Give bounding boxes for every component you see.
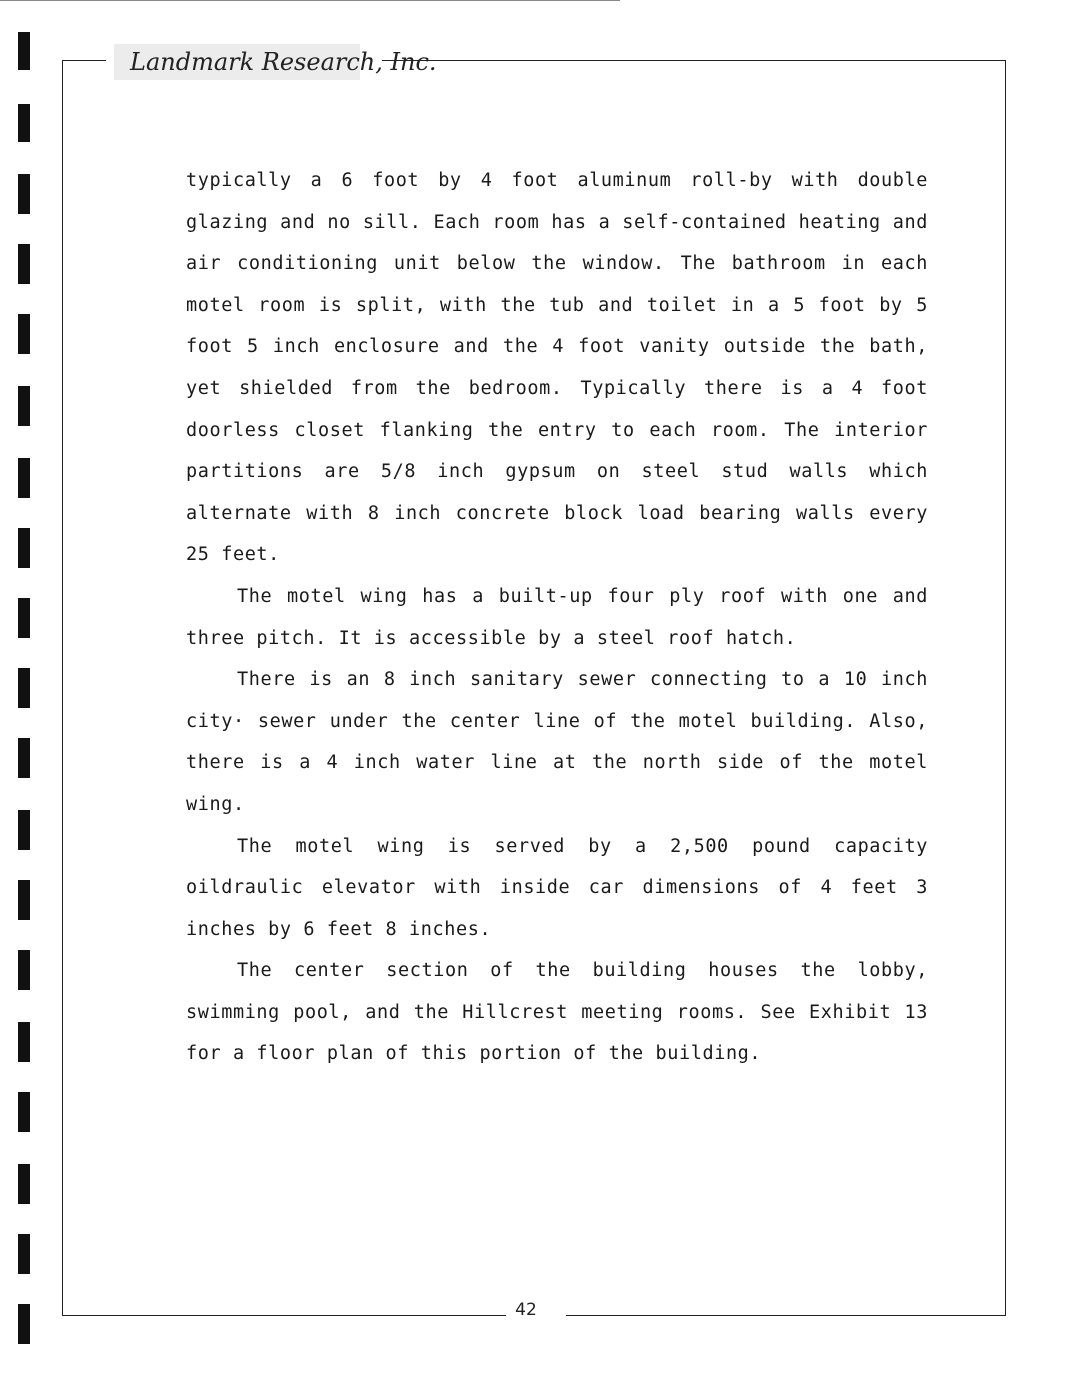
binding-marks-graphic: [0, 0, 40, 1380]
paragraph: The center section of the building houses the lobby, swimming pool, and the Hillcrest meeting rooms. See Exhibit 13 for a floor plan of this portion of the building.: [186, 960, 928, 1065]
scan-top-edge: [0, 0, 620, 1]
binding-marks: [0, 0, 40, 1380]
paragraph: There is an 8 inch sanitary sewer connecting to a 10 inch city· sewer under the center line of the motel building. Also, there is a 4 inch water line at the north side of the motel wing.: [186, 669, 928, 815]
letterhead: Landmark Research, Inc.: [114, 44, 360, 80]
page-number: 42: [515, 1300, 537, 1320]
body-text: [186, 160, 928, 1075]
paragraph: The motel wing has a built-up four ply roof with one and three pitch. It is accessible by a steel roof hatch.: [186, 585, 928, 649]
paragraph: The motel wing is served by a 2,500 pound capacity oildraulic elevator with inside car dimensions of 4 feet 3 inches by 6 feet 8 inches.: [186, 835, 928, 940]
paragraph: typically a 6 foot by 4 foot aluminum roll-by with double glazing and no sill. Each room has a self-contained heating and air conditioning unit below the window. The bathroom in each motel room is split, with the tub and toilet in a 5 foot by 5 foot 5 inch enclosure and the 4 foot vanity outside the bath, yet shielded from the bedroom. Typically there is a 4 foot doorless closet flanking the entry to each room. The interior partitions are 5/8 inch gypsum on steel stud walls which alternate with 8 inch concrete block load bearing walls every 25 feet.: [186, 170, 928, 566]
